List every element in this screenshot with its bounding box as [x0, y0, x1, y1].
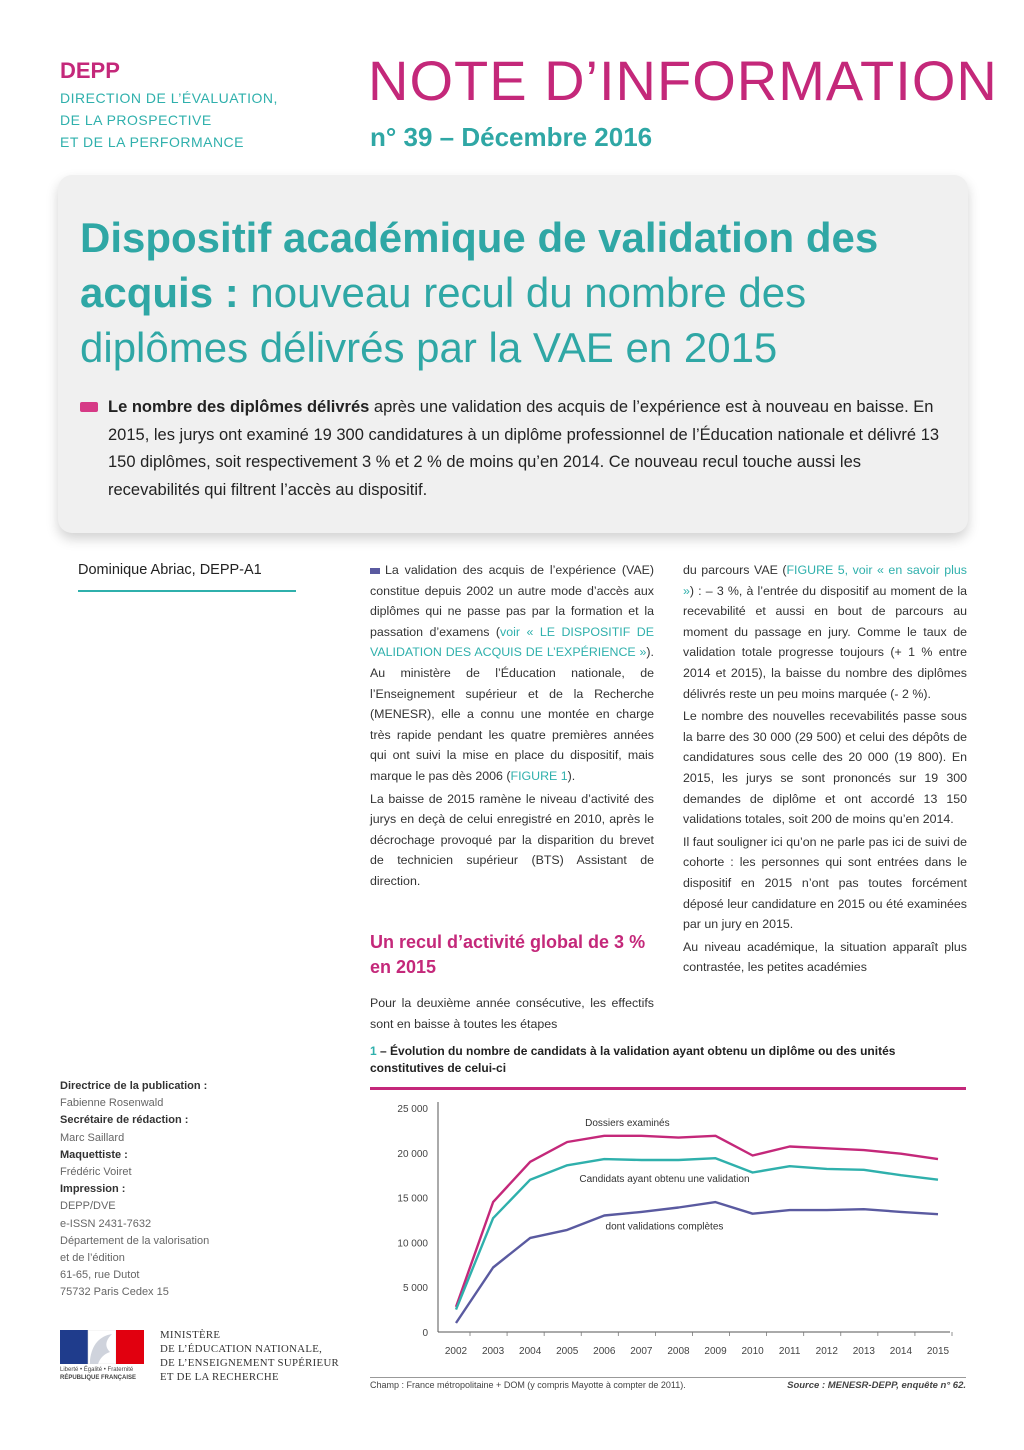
credit-label: Maquettiste : — [60, 1148, 128, 1161]
lead-text: après une validation des acquis de l’expérience est à nouveau en baisse. En 2015, les jurys ont examiné 19 300 candidatures à un diplôme professionnel de l’Éducation nationale et délivré 13 150 diplômes, soit respectivement 3 % et 2 % de moins qu’en 2014. Ce nouveau recul touche aussi les recevabilités qui filtrent l’accès au dispositif. — [108, 398, 940, 499]
series-label: Dossiers examinés — [585, 1117, 670, 1129]
x-tick-label: 2010 — [741, 1346, 764, 1357]
ministry-line: ET DE LA RECHERCHE — [160, 1371, 279, 1383]
x-tick-label: 2004 — [519, 1346, 542, 1357]
author: Dominique Abriac, DEPP-A1 — [78, 562, 262, 578]
x-tick-label: 2014 — [889, 1346, 913, 1357]
col2-p1-text-a: du parcours VAE ( — [683, 563, 787, 577]
col1-paragraph-1 — [370, 560, 654, 787]
directorate-line-2: DE LA PROSPECTIVE — [60, 112, 212, 128]
figure-title — [370, 1043, 970, 1077]
ministry-line: DE L’ÉDUCATION NATIONALE, — [160, 1343, 323, 1355]
y-tick-label: 25 000 — [397, 1104, 428, 1115]
directorate-line-1: DIRECTION DE L’ÉVALUATION, — [60, 90, 278, 106]
credit-extra: Département de la valorisation — [60, 1234, 210, 1247]
credit-label: Secrétaire de rédaction : — [60, 1114, 189, 1127]
x-tick-label: 2006 — [593, 1346, 616, 1357]
lead-paragraph — [108, 394, 948, 504]
col1-paragraph-2: La baisse de 2015 ramène le niveau d’activité des jurys en deçà de celui enregistré en 2010, après le décrochage provoqué par la disparition du brevet de technicien supérieur (BTS) Assistant de direction. — [370, 791, 654, 888]
x-tick-label: 2007 — [630, 1346, 653, 1357]
credit-extra: e-ISSN 2431-7632 — [60, 1217, 152, 1230]
x-tick-label: 2008 — [667, 1346, 690, 1357]
y-tick-label: 5 000 — [402, 1283, 428, 1295]
y-tick-label: 15 000 — [397, 1193, 428, 1205]
col1-p1-text-c: ). — [567, 768, 576, 783]
col1-paragraph-3: Pour la deuxième année consécutive, les effectifs sont en baisse à toutes les étapes — [370, 996, 654, 1031]
figure-field-note: Champ : France métropolitaine + DOM (y compris Mayotte à compter de 2011). — [370, 1380, 686, 1390]
paragraph-marker-icon — [370, 568, 380, 574]
figure-1-link[interactable]: FIGURE 1 — [510, 768, 568, 783]
credit-value: Fabienne Rosenwald — [60, 1097, 164, 1110]
y-tick-label: 10 000 — [397, 1238, 428, 1250]
col1-p1-text-b: ). Au ministère de l’Éducation nationale, de l’Enseignement supérieur et de la Recherche (MENESR), elle a connu une montée en charge très rapide pendant les quatre premières années qui ont suivi la mise en place du dispositif, mais marque le pas dès 2006 ( — [370, 645, 654, 783]
credit-label: Impression : — [60, 1183, 126, 1196]
x-tick-label: 2012 — [815, 1346, 838, 1357]
page-title — [80, 210, 960, 375]
title-bold: Dispositif académique de validation des acquis : — [80, 214, 879, 316]
x-tick-label: 2011 — [778, 1346, 801, 1357]
marianne-logo-icon — [60, 1330, 144, 1364]
rf-motto: Liberté • Égalité • Fraternité — [60, 1367, 134, 1373]
x-tick-label: 2009 — [704, 1346, 727, 1357]
credit-value: Frédéric Voiret — [60, 1166, 132, 1179]
series-line — [456, 1202, 938, 1323]
col2-paragraph-4: Au niveau académique, la situation apparaît plus contrastée, les petites académies — [683, 939, 967, 975]
lead-bold: Le nombre des diplômes délivrés — [108, 398, 370, 416]
x-tick-label: 2013 — [852, 1346, 875, 1357]
figure-top-rule — [370, 1087, 966, 1090]
y-tick-label: 20 000 — [397, 1148, 428, 1160]
col2-p1-text-b: ) : – 3 %, à l’entrée du dispositif au moment de la recevabilité et aussi en bout de parcours au moment du passage en jury. Comme le taux de validation totale progresse toujours (+ 1 % entre 2014 et 2015), la baisse du nombre des diplômes délivrés reste un peu moins marquée (- 2 %). — [683, 583, 967, 701]
figure-title-text: – Évolution du nombre de candidats à la validation ayant obtenu un diplôme ou des unités constitutives de celui-ci — [370, 1044, 896, 1075]
figure-number: 1 — [370, 1044, 377, 1058]
rf-name: RÉPUBLIQUE FRANÇAISE — [60, 1375, 137, 1381]
lead-marker-icon — [80, 402, 98, 412]
org-name: DEPP — [60, 58, 120, 83]
dispositif-link[interactable]: voir « LE DISPOSITIF DE VALIDATION DES ACQUIS DE L’EXPÉRIENCE » — [370, 624, 654, 660]
body-column-2 — [683, 560, 967, 980]
credit-extra: 61-65, rue Dutot — [60, 1269, 140, 1282]
y-tick-label: 0 — [422, 1328, 428, 1339]
credit-value: DEPP/DVE — [60, 1200, 116, 1213]
republique-francaise-mark — [60, 1366, 144, 1382]
body-column-1 — [370, 560, 654, 894]
directorate-line-3: ET DE LA PERFORMANCE — [60, 134, 245, 150]
x-tick-label: 2015 — [926, 1346, 950, 1357]
figure-source: Source : MENESR-DEPP, enquête n° 62. — [787, 1380, 966, 1391]
credit-extra: et de l’édition — [60, 1252, 125, 1265]
ministry-name — [160, 1328, 339, 1384]
credit-label: Directrice de la publication : — [60, 1080, 208, 1092]
x-tick-label: 2003 — [481, 1346, 505, 1357]
body-column-1-continued — [370, 993, 654, 1036]
section-heading: Un recul d’activité global de 3 % en 2015 — [370, 932, 646, 977]
col1-p1-text-a: La validation des acquis de l’expérience (VAE) constitue depuis 2002 un autre mode d’accès aux diplômes qui ne passe pas par la formation et la passation d’examens ( — [370, 563, 654, 639]
col2-paragraph-2: Le nombre des nouvelles recevabilités passe sous la barre des 30 000 (29 500) et celui des dépôts de candidatures sous celle des 20 000 (19 800). En 2015, les jurys se sont prononcés sur 19 300 demandes de diplôme et ont accordé 13 150 validations totales, soit 200 de moins qu’en 2014. — [683, 709, 967, 827]
series-label: dont validations complètes — [605, 1221, 724, 1233]
note-title: NOTE D’INFORMATION — [368, 49, 998, 112]
credit-value: Marc Saillard — [60, 1131, 125, 1144]
ministry-line: MINISTÈRE — [160, 1329, 221, 1341]
col2-paragraph-3: Il faut souligner ici qu’on ne parle pas ici de suivi de cohorte : les personnes qui sont entrées dans le dispositif en 2015 n’ont pas toutes forcément déposé leur candidature en 2015 ou été examinées par un jury en 2015. — [683, 834, 967, 932]
series-label: Candidats ayant obtenu une validation — [579, 1173, 750, 1185]
credit-extra: 75732 Paris Cedex 15 — [60, 1286, 169, 1299]
publication-credits — [60, 1078, 209, 1302]
ministry-line: DE L’ENSEIGNEMENT SUPÉRIEUR — [160, 1357, 340, 1369]
x-tick-label: 2002 — [444, 1346, 468, 1357]
x-tick-label: 2005 — [556, 1346, 579, 1357]
col2-paragraph-1 — [683, 560, 967, 704]
author-divider — [78, 590, 296, 592]
issue-number: n° 39 – Décembre 2016 — [370, 122, 653, 152]
title-regular: nouveau recul du nombre des diplômes délivrés par la VAE en 2015 — [80, 269, 807, 371]
line-chart — [370, 1092, 966, 1372]
figure-bottom-rule — [370, 1377, 966, 1378]
figure-5-link[interactable]: FIGURE 5, voir « en savoir plus » — [683, 563, 967, 598]
